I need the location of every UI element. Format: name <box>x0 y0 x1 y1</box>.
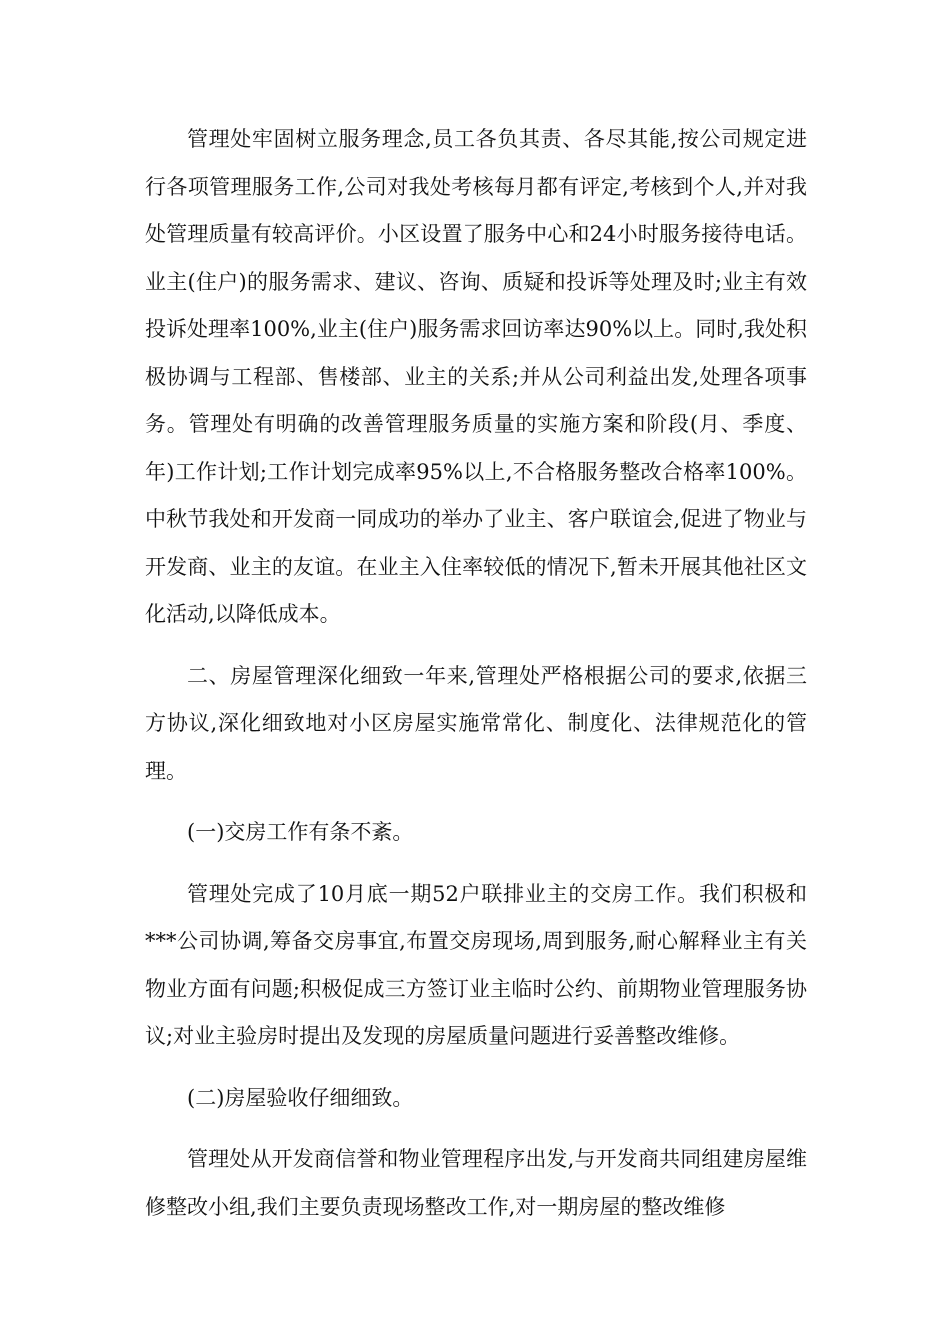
paragraph-service-management: 管理处牢固树立服务理念,员工各负其责、各尽其能,按公司规定进行各项管理服务工作,公司对我处考核每月都有评定,考核到个人,并对我处管理质量有较高评价。小区设置了服务中心和24小时服务接待电话。业主(住户)的服务需求、建议、咨询、质疑和投诉等处理及时;业主有效投诉处理率100%,业主(住户)服务需求回访率达90%以上。同时,我处积极协调与工程部、售楼部、业主的关系;并从公司利益出发,处理各项事务。管理处有明确的改善管理服务质量的实施方案和阶段(月、季度、年)工作计划;工作计划完成率95%以上,不合格服务整改合格率100%。中秋节我处和开发商一同成功的举办了业主、客户联谊会,促进了物业与开发商、业主的友谊。在业主入住率较低的情况下,暂未开展其他社区文化活动,以降低成本。 <box>145 127 807 626</box>
subheading-inspection: (二)房屋验收仔细细致。 <box>187 1085 414 1110</box>
subheading-handover: (一)交房工作有条不紊。 <box>187 820 414 844</box>
paragraph-inspection-work: 管理处从开发商信誉和物业管理程序出发,与开发商共同组建房屋维修整改小组,我们主要负责现场整改工作,对一期房屋的整改维修 <box>145 1147 807 1219</box>
paragraph-housing-management: 二、房屋管理深化细致一年来,管理处严格根据公司的要求,依据三方协议,深化细致地对小区房屋实施常常化、制度化、法律规范化的管理。 <box>145 663 807 783</box>
paragraph-handover-work: 管理处完成了10月底一期52户联排业主的交房工作。我们积极和***公司协调,筹备交房事宜,布置交房现场,周到服务,耐心解释业主有关物业方面有问题;积极促成三方签订业主临时公约、前期物业管理服务协议;对业主验房时提出及发现的房屋质量问题进行妥善整改维修。 <box>145 881 807 1048</box>
document-body <box>145 116 807 1245</box>
